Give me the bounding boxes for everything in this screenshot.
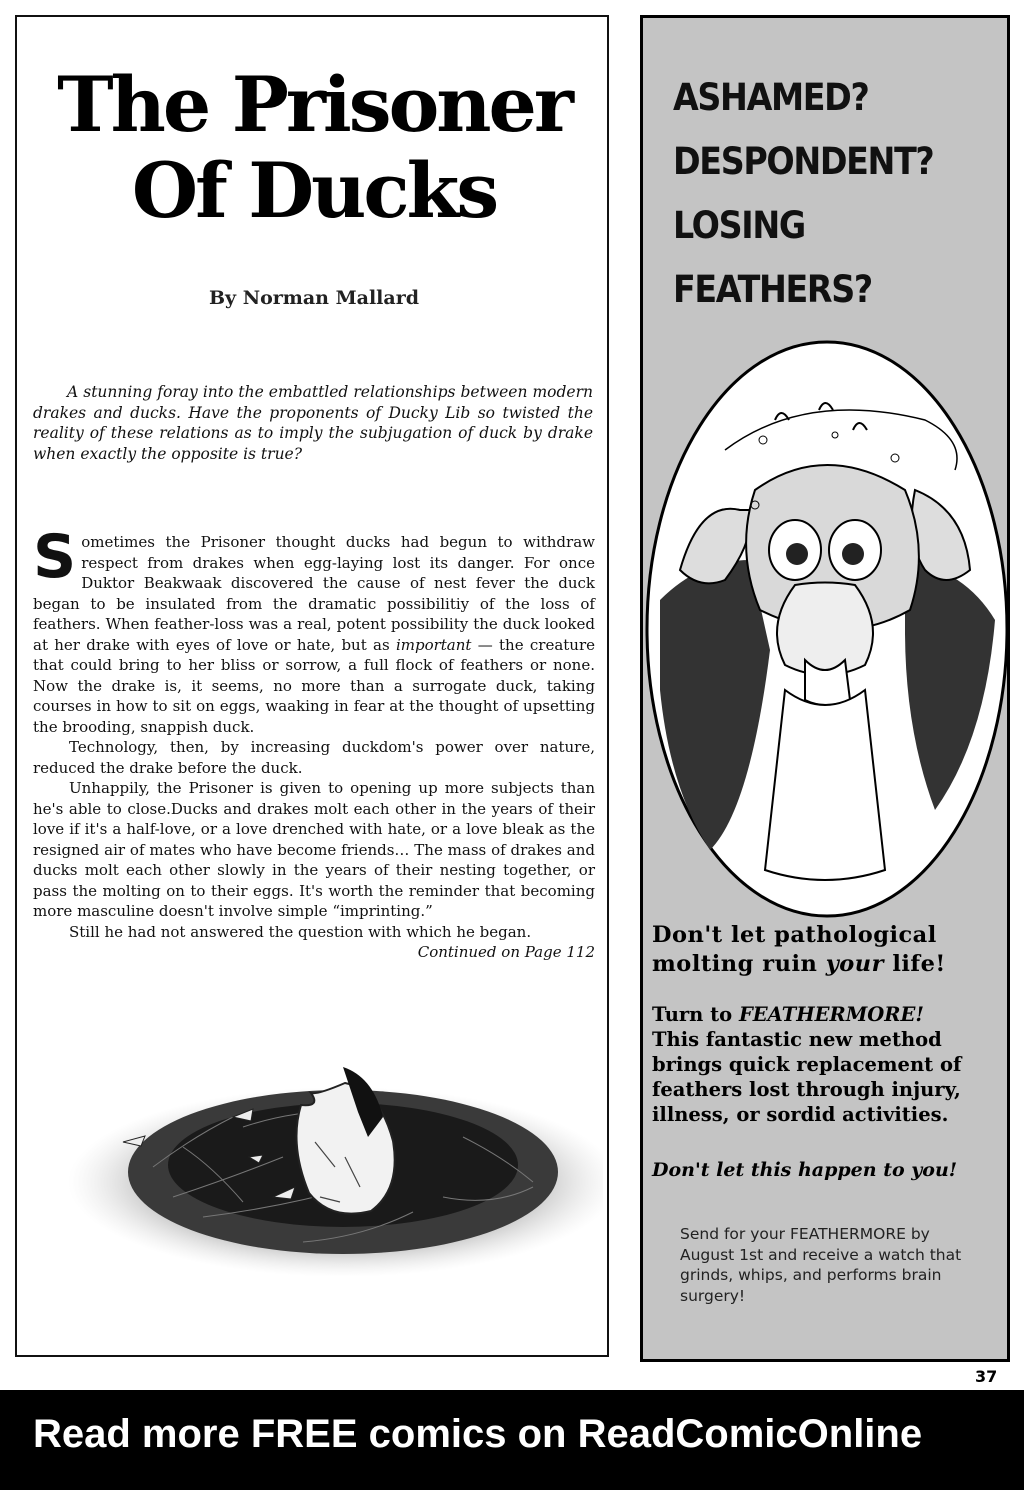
article-body bbox=[33, 522, 595, 963]
article-panel bbox=[15, 15, 609, 1357]
paragraph-4: Still he had not answered the question with which he began. bbox=[69, 922, 532, 941]
ad-warning: Don't let this happen to you! bbox=[652, 1159, 958, 1181]
headline-line-2: DESPONDENT? bbox=[673, 140, 934, 183]
byline: By Norman Mallard bbox=[209, 287, 419, 309]
offer-body: This fantastic new method brings quick replacement of feathers lost through injury, illness, or sordid activities. bbox=[652, 1028, 962, 1126]
promo-banner[interactable] bbox=[0, 1390, 1024, 1490]
paragraph-3: Unhappily, the Prisoner is given to opening up more subjects than he's able to close.Ducks and drakes molt each other in the years of their love if it's a half-love, or a love drenched with hate, or a love bleak as the resigned air of mates who have become friends… The mass of drakes and ducks molt each other slowly in the years of their nesting together, or pass the molting on to their eggs. It's worth the reminder that becoming more masculine doesn't involve simple “imprinting.” bbox=[33, 779, 595, 920]
intro-paragraph: A stunning foray into the embattled relationships between modern drakes and ducks. Have the proponents of Ducky Lib so twisted the reality of these relations as to imply the subjugation of duck by drake when exactly the opposite is true? bbox=[33, 383, 593, 463]
title-line-2: Of Ducks bbox=[131, 146, 497, 235]
p1-text-b: — the creature that could bring to her bliss or sorrow, a full flock of feathers or none. Now the drake is, it seems, no more than a surrogate duck, taking courses in how to sit on eggs, waaking in fear at the thought of upsetting the brooding, snappish duck. bbox=[33, 635, 595, 736]
page-number: 37 bbox=[975, 1367, 998, 1386]
p1-emphasis: important bbox=[395, 635, 472, 654]
pitch-emphasis: your bbox=[825, 951, 884, 977]
pitch-text-a: Don't let pathological molting ruin bbox=[652, 922, 937, 977]
headline-line-1: ASHAMED? bbox=[673, 76, 869, 119]
ad-send-for: Send for your FEATHERMORE by August 1st and receive a watch that grinds, whips, and performs brain surgery! bbox=[680, 1225, 962, 1305]
article-title bbox=[17, 62, 611, 234]
headline-line-4: FEATHERS? bbox=[673, 268, 872, 311]
ad-offer bbox=[652, 1002, 1007, 1127]
offer-brand: FEATHERMORE! bbox=[738, 1003, 924, 1026]
offer-prefix: Turn to bbox=[652, 1003, 739, 1026]
molting-duck-illustration bbox=[645, 340, 1010, 918]
drop-cap: S bbox=[33, 522, 77, 592]
p1-text-a: ometimes the Prisoner thought ducks had begun to withdraw respect from drakes when egg-laying lost its danger. For once Duktor Beakwaak discovered the cause of nest fever the duck began to be insulated from the dramatic possibilitiy of the loss of feathers. When feather-loss was a real, potent possibility the duck looked at her drake with eyes of love or hate, but as bbox=[33, 533, 595, 654]
paragraph-1 bbox=[33, 522, 595, 737]
title-line-1: The Prisoner bbox=[57, 60, 571, 149]
ad-pitch bbox=[652, 921, 1002, 979]
continued-note: Continued on Page 112 bbox=[417, 943, 595, 961]
paragraph-2: Technology, then, by increasing duckdom's power over nature, reduced the drake before the duck. bbox=[33, 738, 595, 777]
headline-line-3: LOSING bbox=[673, 204, 805, 247]
ad-headline bbox=[673, 66, 933, 322]
nest-illustration bbox=[43, 1047, 603, 1297]
feathermore-advertisement bbox=[640, 15, 1010, 1362]
promo-banner-text[interactable]: Read more FREE comics on ReadComicOnline bbox=[33, 1412, 923, 1456]
pitch-text-b: life! bbox=[883, 951, 946, 977]
